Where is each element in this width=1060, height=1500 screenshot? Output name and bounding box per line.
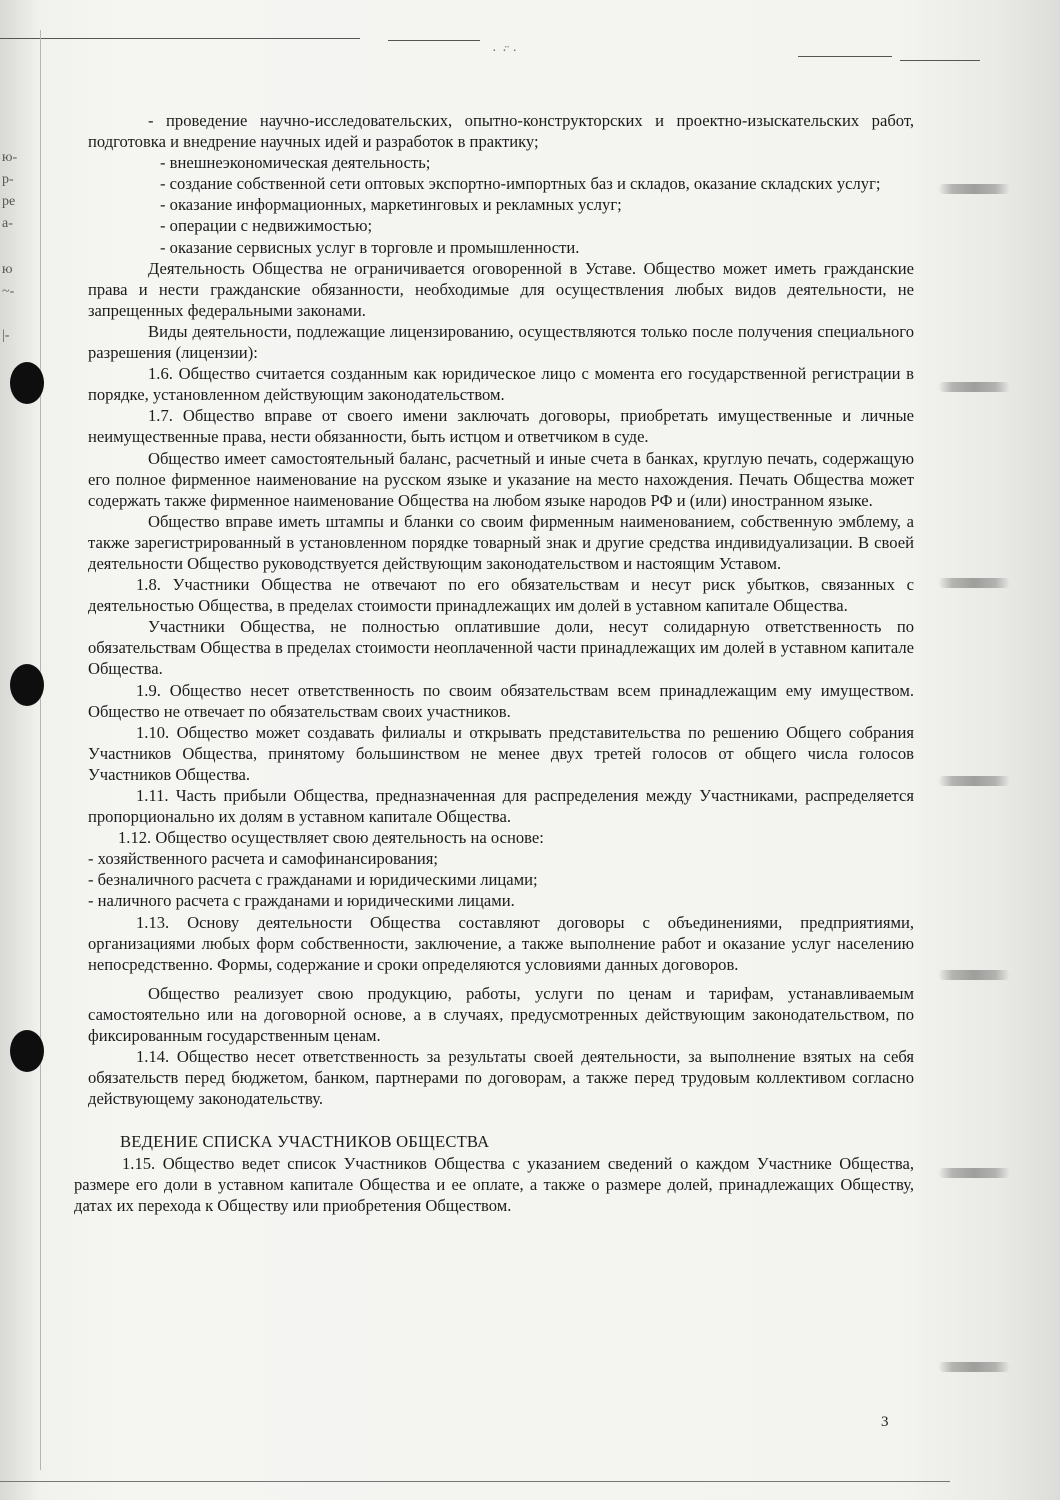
margin-fragment: а- (2, 216, 13, 231)
margin-fragment: р- (2, 172, 14, 187)
margin-fragment: |- (2, 328, 10, 343)
paragraph: Общество вправе иметь штампы и бланки со своим фирменным наименованием, собственную эмблему, а также зарегистрированный в установленном порядке товарный знак и другие средства индивидуализации. В своей деятельности Общество руководствуется действующим законодательством и настоящим Уставом. (88, 511, 914, 573)
top-edge-line (388, 40, 480, 41)
clause-1-8: 1.8. Участники Общества не отвечают по его обязательствам и несут риск убытков, связанных с деятельностью Общества, в пределах стоимости принадлежащих им долей в уставном капитале Общества. (88, 575, 914, 616)
margin-fragment: ю (2, 262, 13, 277)
section-heading: ВЕДЕНИЕ СПИСКА УЧАСТНИКОВ ОБЩЕСТВА (120, 1132, 490, 1152)
clause-1-14: 1.14. Общество несет ответственность за результаты своей деятельности, за выполнение взятых на себя обязательств перед бюджетом, банком, партнерами по договорам, а также перед трудовым коллективом согласно действующему законодательству. (88, 1047, 914, 1109)
scan-speck: · ·̈ · (492, 44, 518, 59)
list-item: - проведение научно-исследовательских, опытно-конструкторских и проектно-изыскательских работ, подготовка и внедрение научных идей и разработок в практику; (88, 111, 914, 152)
list-item: - наличного расчета с гражданами и юридическими лицами. (88, 891, 515, 911)
binding-mark (938, 1168, 1010, 1178)
bottom-edge-line (0, 1481, 950, 1482)
top-edge-line (798, 56, 892, 57)
margin-fragment: ю- (2, 150, 18, 165)
paragraph: Участники Общества, не полностью оплатившие доли, несут солидарную ответственность по обязательствам Общества в пределах стоимости неоплаченной части принадлежащих им долей в уставном капитале Общества. (88, 617, 914, 679)
clause-1-6: 1.6. Общество считается созданным как юридическое лицо с момента его государственной регистрации в порядке, установленном действующим законодательством. (88, 364, 914, 405)
binding-mark (938, 382, 1010, 392)
punch-hole (10, 1030, 44, 1072)
binding-mark (938, 578, 1010, 588)
binding-mark (938, 970, 1010, 980)
paragraph: Общество реализует свою продукцию, работы, услуги по ценам и тарифам, устанавливаемым самостоятельно или на договорной основе, а в случаях, предусмотренных действующим законодательством, по фиксированным государственным ценам. (88, 983, 914, 1046)
paragraph: Виды деятельности, подлежащие лицензированию, осуществляются только после получения специального разрешения (лицензии): (88, 321, 914, 363)
binding-mark (938, 184, 1010, 194)
list-item: - оказание информационных, маркетинговых и рекламных услуг; (160, 195, 622, 215)
page-number: 3 (881, 1414, 889, 1430)
list-item: - безналичного расчета с гражданами и юридическими лицами; (88, 870, 538, 890)
clause-1-15: 1.15. Общество ведет список Участников Общества с указанием сведений о каждом Участнике Общества, размере его доли в уставном капитале Общества и ее оплате, а также о размере долей, принадлежащих Обществу, датах их перехода к Обществу или приобретения Обществом. (74, 1153, 914, 1215)
top-edge-line (0, 38, 360, 39)
punch-hole (10, 362, 44, 404)
document-body (74, 110, 914, 1216)
list-item: - создание собственной сети оптовых экспортно-импортных баз и складов, оказание складских услуг; (160, 174, 881, 194)
clause-1-11: 1.11. Часть прибыли Общества, предназначенная для распределения между Участниками, распределяется пропорционально их долям в уставном капитале Общества. (88, 786, 914, 827)
clause-1-9: 1.9. Общество несет ответственность по своим обязательствам всем принадлежащим ему имуществом. Общество не отвечает по обязательствам своих участников. (88, 680, 914, 721)
paragraph: Деятельность Общества не ограничивается оговоренной в Уставе. Общество может иметь гражданские права и нести гражданские обязанности, необходимые для осуществления любых видов деятельности, не запрещенных федеральными законами. (88, 258, 914, 320)
clause-1-13: 1.13. Основу деятельности Общества составляют договоры с объединениями, предприятиями, организациями любых форм собственности, заключение, а также выполнение работ и оказание услуг населению непосредственно. Формы, содержание и сроки определяются условиями данных договоров. (88, 912, 914, 974)
list-item: - хозяйственного расчета и самофинансирования; (88, 849, 439, 869)
paragraph: Общество имеет самостоятельный баланс, расчетный и иные счета в банках, круглую печать, содержащую его полное фирменное наименование на русском языке и указание на место нахождения. Печать Общества может содержать также фирменное наименование Общества на любом языке народов РФ и (или) иностранном языке. (88, 448, 914, 510)
list-item: - операции с недвижимостью; (160, 216, 373, 236)
top-edge-line (900, 60, 980, 61)
clause-1-7: 1.7. Общество вправе от своего имени заключать договоры, приобретать имущественные и личные неимущественные права, нести обязанности, быть истцом и ответчиком в суде. (88, 406, 914, 447)
clause-1-12: 1.12. Общество осуществляет свою деятельность на основе: (118, 828, 544, 848)
clause-1-10: 1.10. Общество может создавать филиалы и открывать представительства по решению Общего собрания Участников Общества, принятому большинством не менее двух третей голосов от общего числа голосов Участников Общества. (88, 722, 914, 784)
list-item: - оказание сервисных услуг в торговле и промышленности. (160, 237, 580, 257)
list-item: - внешнеэкономическая деятельность; (160, 153, 431, 173)
left-page-edge (40, 30, 41, 1470)
margin-fragment: ~- (2, 284, 15, 299)
binding-mark (938, 776, 1010, 786)
margin-fragment: ре (2, 194, 16, 209)
binding-mark (938, 1362, 1010, 1372)
punch-hole (10, 664, 44, 706)
